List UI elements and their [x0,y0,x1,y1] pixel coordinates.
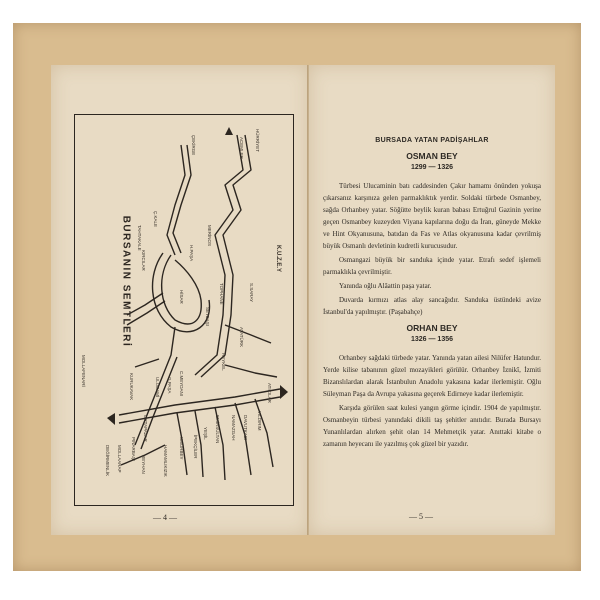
map-label-ortapazar: ORTAPAZAR [143,415,148,442]
map-label-g-pasa: G.PAŞA [167,377,172,394]
map-label-tahtakale: TAHTAKALE [137,225,142,251]
map-label-s-saray: S.SARAY [249,283,254,303]
map-title: BURSANIN SEMTLERİ [120,215,132,348]
section-dates-osman-bey: 1299 — 1326 [410,164,454,171]
map-label-hurriyet: HÜRRİYET [255,129,260,153]
map-label-cumhuriyet: C.MEYDANI [179,371,184,397]
map-label-merinos: MERİNOS [207,225,212,247]
map-label-emirsultan: EMİRSULTAN [215,415,220,444]
map-label-kircilar: KIRCILAR [141,250,146,271]
map-label-ataturk: ATATÜRK [239,327,244,347]
map-label-degirmenlik: DEĞİRMENLİK [105,445,110,477]
paragraph: Orhanbey sağdaki türbede yatar. Yanında yatan ailesi Nilüfer Hatundur. Yerde kilise tabanının güzel mozayikleri görülür. Orhanbey İznikî, İzmiti Bizanslılardan alarak İstanbulun Anadolu yakasına kadar ilerlemiştir. Oğlu Süleyman Paşa da Avrupa yakasına geçerek Edirneye kadar ilerlemiştir. [323,354,541,398]
section-dates-orhan-bey: 1326 — 1356 [410,336,454,343]
paragraph: Yanında oğlu Alâattin paşa yatar. [339,282,432,290]
map-label-kurukavak: KURUKAVAK [129,373,134,401]
map-label-yildirim: YILDIRIM [257,411,262,431]
map-label-pinarbasi: PINARBAŞI [131,437,136,462]
map-label-hamamlikizik: HAMAMLIKIZIK [163,445,168,477]
map-label-umurbey: UMURBEY [179,437,184,460]
open-book [13,23,581,571]
map-label-ulucami: ULUCAMİ [155,377,160,398]
map-label-mollaarap: MOLLAARAP [117,445,122,473]
section-title-osman-bey: OSMAN BEY [406,151,458,161]
map-label-ipekciler: İPEKÇİLER [193,435,198,459]
map-label-reyhan: REYHAN [141,455,146,474]
map-label-c-kale: Ç.KALE [153,211,158,228]
map-label-mollafenari: MOLLAFENARİ [81,355,86,387]
map-label-kuzey: K.U.Z.E.Y [275,245,281,273]
map-label-setbasi: SETBAŞI [205,307,210,327]
map-label-cekirge: ÇEKİRGE [191,135,196,156]
right-page [309,65,555,535]
article-heading: BURSADA YATAN PADİŞAHLAR [375,137,489,144]
left-page [51,65,309,535]
map-label-h-pasa: H.PAŞA [189,245,194,262]
page-number-left: — 4 — [153,513,177,522]
map-label-acemler: ACEMLER [239,137,244,159]
city-map [74,114,294,506]
map-label-aticilar: ATICILAR [267,383,272,403]
map-label-heykel: HEYKEL [221,353,226,371]
article [323,135,541,452]
map-label-tophane: TOPHANE [219,283,224,305]
paragraph: Osmangazi büyük bir sanduka içinde yatar. Etrafı sedef işlemeli parmaklıkla çevrilmiştir. [323,256,541,276]
map-label-hisar: HİSAR [179,290,184,304]
paragraph: Duvarda kırmızı atlas alay sancağıdır. Sanduka üstündeki avize İstanbul'da yapılmıştır. (Paşabahçe) [323,296,541,316]
map-label-namazgah: NAMAZGAH [231,415,236,441]
section-title-orhan-bey: ORHAN BEY [406,323,458,333]
map-label-davutkadi: DAVUTKADI [243,415,248,441]
page-number-right: — 5 — [409,512,433,521]
paragraph: Türbesi Ulucaminin batı caddesinden Çakır hamamı önünden yokuşa çıkarsanız karşınıza gelen parmaklıktık yerdir. Soldaki türbede Osmanbey, sağda Orhanbey yatar. Söğütte beylik kuran babası Ertuğrul Gazinin yerine geçen Osmanbey kuzeyden Viyana kapılarına doğu da İran, güneyde Mekke ve Hint Okyanusuna, batıdan da Fas ve Atlas okyanusuna kadar çevrilmiş büyük Osmanlı devletinin kudretli kurucusudur. [323,182,541,250]
map-label-yesil: YEŞİL [203,427,208,440]
paragraph: Karşıda görülen saat kulesi yangın görme içindir. 1904 de yapılmıştır. Osmanbeyin türbesi yanındaki dikili taş şehitler anıtıdır. Burada Bursayı Yunanlılardan alırken şehit olan 14 Mehmetçik yatar. Anıttaki kitabe o zamanın heyecanı ile yazılmış çok güzel bir yazıdır. [323,404,541,448]
